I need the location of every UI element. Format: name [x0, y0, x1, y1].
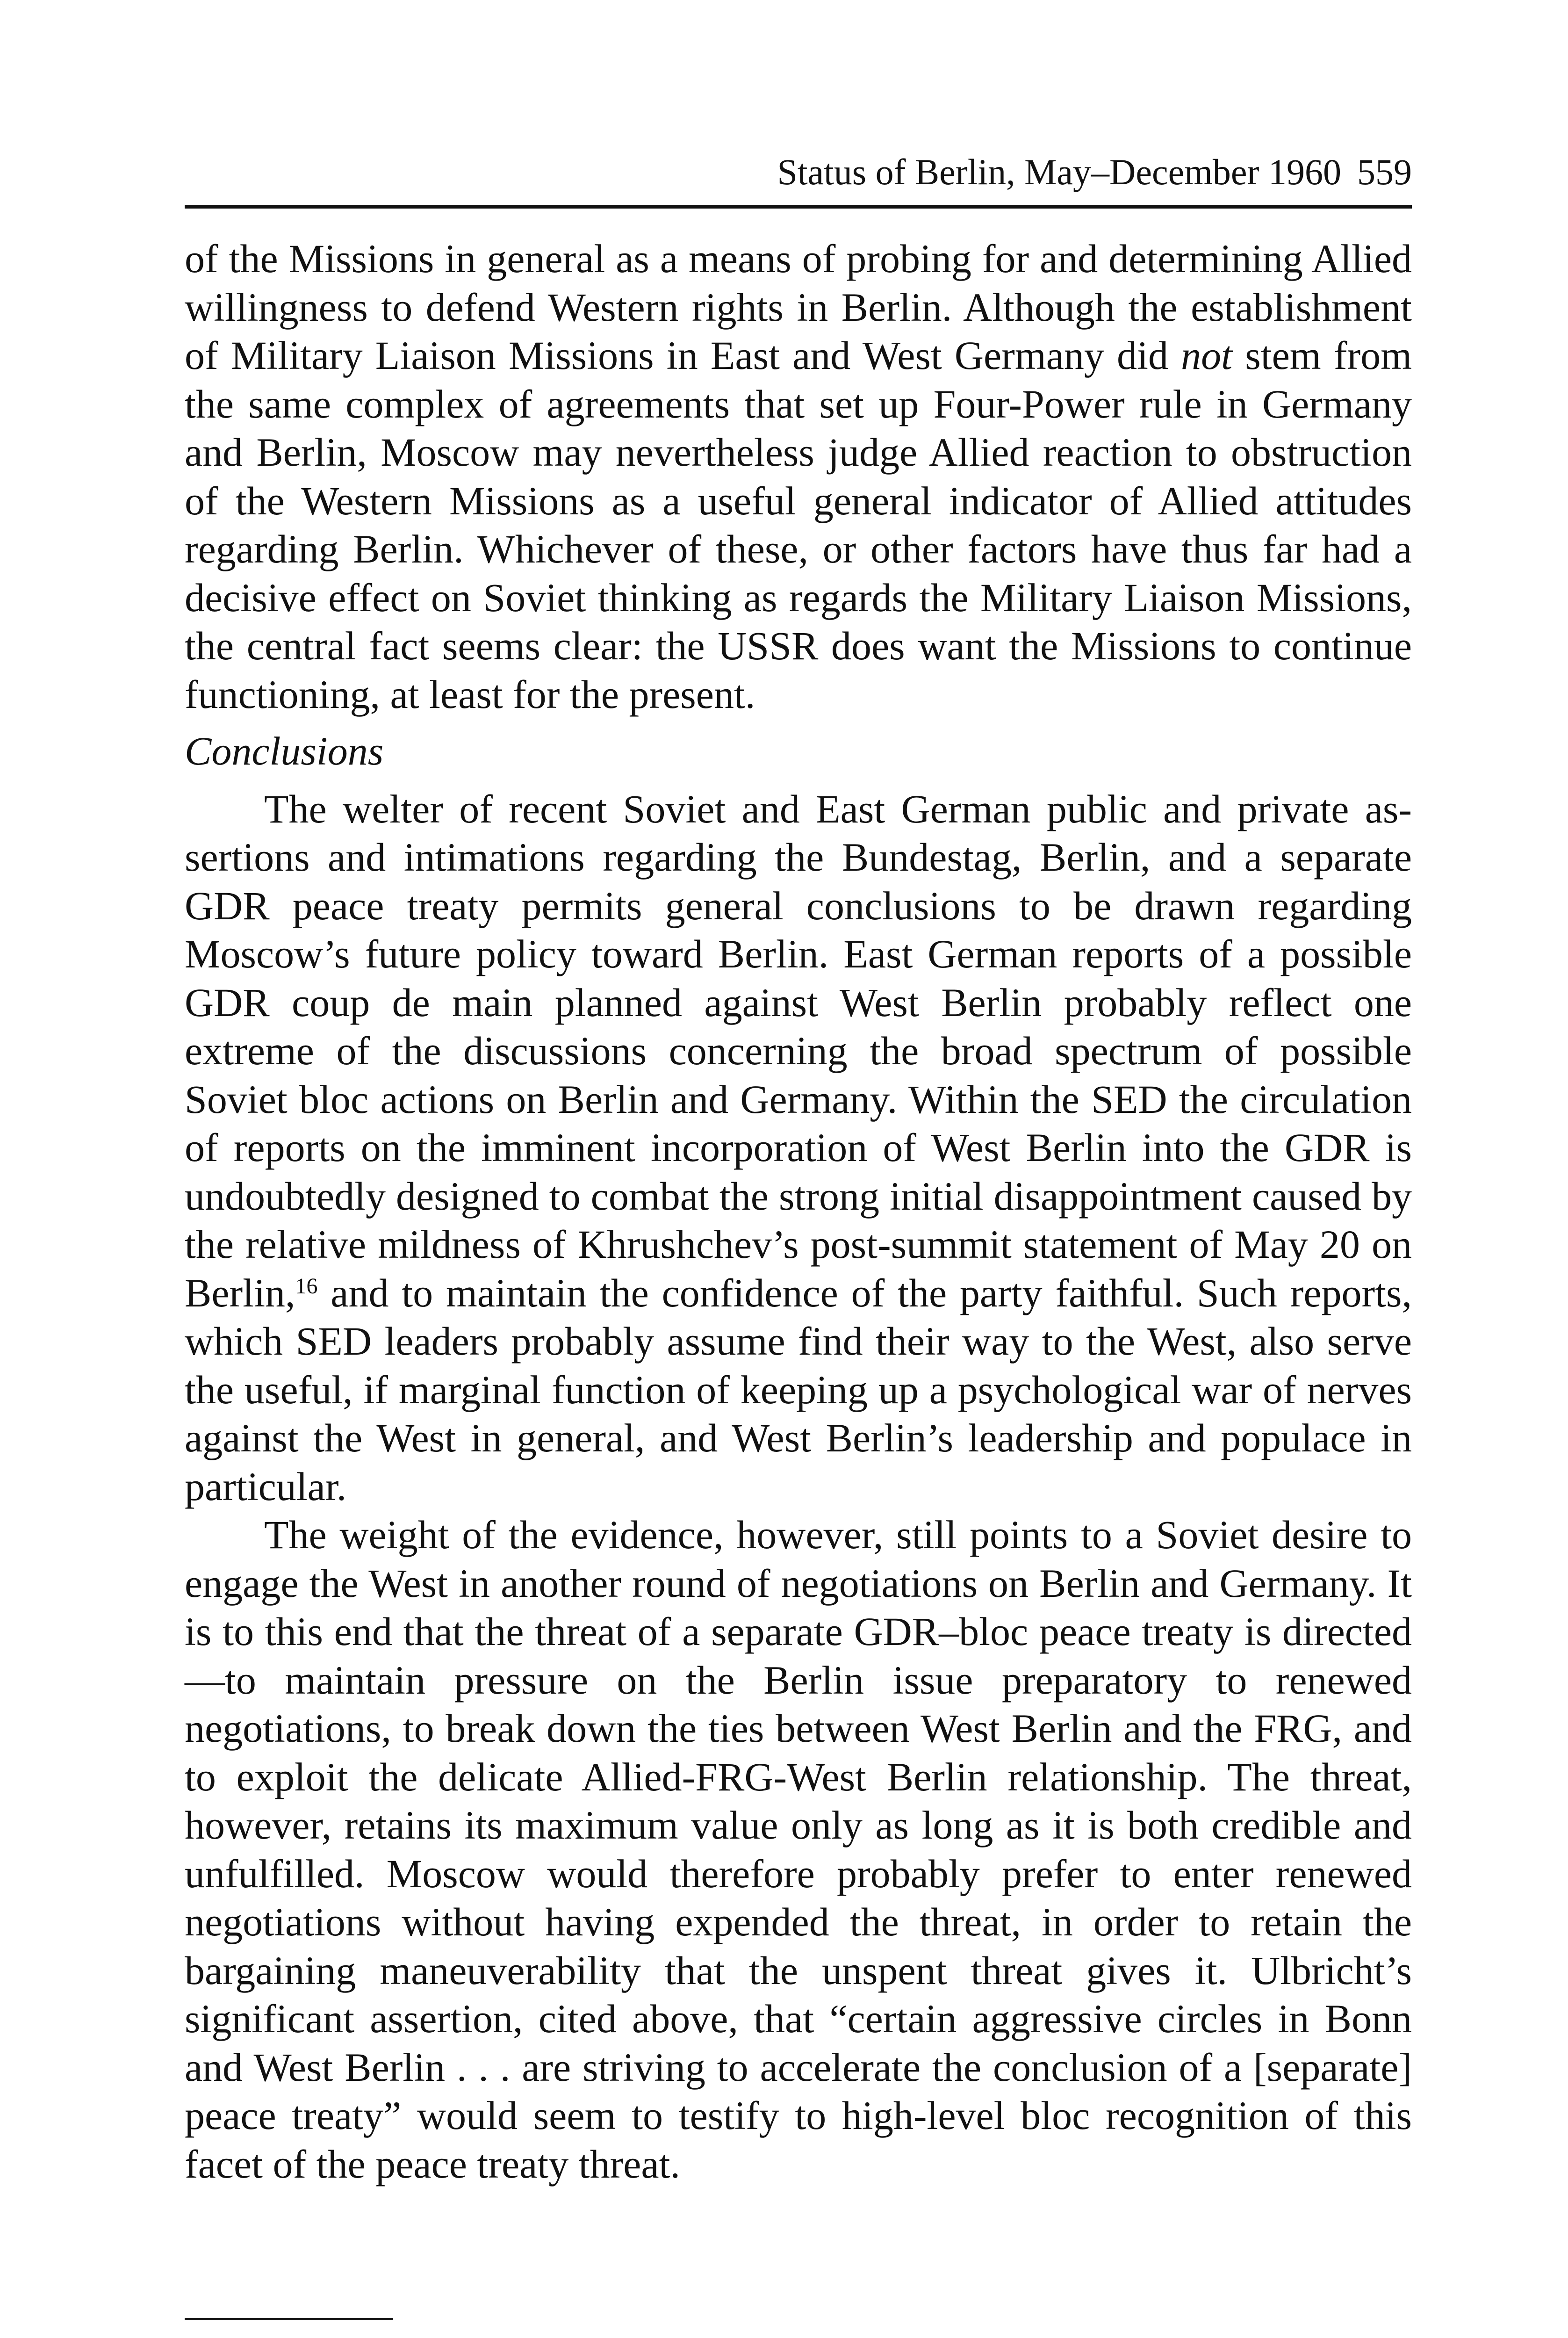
- header-rule: [185, 205, 1412, 209]
- page-number: 559: [1357, 152, 1412, 192]
- paragraph-1: [185, 235, 1412, 719]
- paragraph-1-part-b: stem from the same complex of agreements that set up Four-Power rule in Germany and Berlin, Moscow may nevertheless judge Allied reaction to obstruction of the Western Missions as a useful general indicator of Allied attitudes regarding Berlin. Whichever of these, or other factors have thus far had a decisive effect on Soviet thinking as regards the Military Liaison Missions, the central fact seems clear: the USSR does want the Missions to continue functioning, at least for the present.: [185, 333, 1412, 717]
- paragraph-2-part-b: and to maintain the confidence of the party faithful. Such reports, which SED leaders probably assume find their way to the West, also serve the useful, if marginal function of keeping up a psychological war of nerves against the West in general, and West Berlin’s leadership and populace in particular.: [185, 1270, 1412, 1509]
- paragraph-1-emphasis: not: [1181, 333, 1233, 378]
- section-heading: Conclusions: [185, 729, 384, 773]
- paragraph-2-part-a: The welter of recent Soviet and East German public and private assertions and intimations regarding the Bundestag, Berlin, and a separate GDR peace treaty permits general conclusions to be drawn regarding Moscow’s future policy toward Berlin. East German reports of a possible GDR coup de main planned against West Berlin probably reflect one extreme of the discussions concerning the broad spectrum of possible Soviet bloc actions on Berlin and Germany. Within the SED the circulation of reports on the imminent incorporation of West Berlin into the GDR is undoubtedly designed to combat the strong initial disappointment caused by the relative mildness of Khrushchev’s post-summit statement of May 20 on Berlin,: [185, 786, 1412, 1315]
- paragraph-3: The weight of the evidence, however, still points to a Soviet desire to engage the West in another round of negotiations on Berlin and Germany. It is to this end that the threat of a separate GDR–bloc peace treaty is directed—to maintain pressure on the Berlin issue preparatory to renewed negotiations, to break down the ties between West Berlin and the FRG, and to exploit the delicate Allied-FRG-West Berlin relationship. The threat, however, retains its maximum value only as long as it is both credible and unfulfilled. Moscow would therefore probably prefer to enter renewed negotiations without having expended the threat, in order to retain the bargaining maneuverability that the unspent threat gives it. Ulbricht’s significant assertion, cited above, that “certain aggressive circles in Bonn and West Berlin . . . are striving to accelerate the conclusion of a [separate] peace treaty” would seem to testify to high-level bloc recognition of this facet of the peace treaty threat.: [185, 1512, 1412, 2186]
- running-title: Status of Berlin, May–December 1960: [777, 152, 1341, 192]
- footnote-rule: [185, 2318, 393, 2320]
- paragraph-1-part-a: of the Missions in general as a means of probing for and determining Allied willingness to defend Western rights in Berlin. Although the establishment of Military Liaison Missions in East and West Germany did: [185, 236, 1412, 378]
- paragraph-2: [185, 785, 1412, 1511]
- body-text: [185, 235, 1412, 2188]
- running-head: [185, 149, 1412, 195]
- footnote-reference[interactable]: 16: [295, 1273, 318, 1299]
